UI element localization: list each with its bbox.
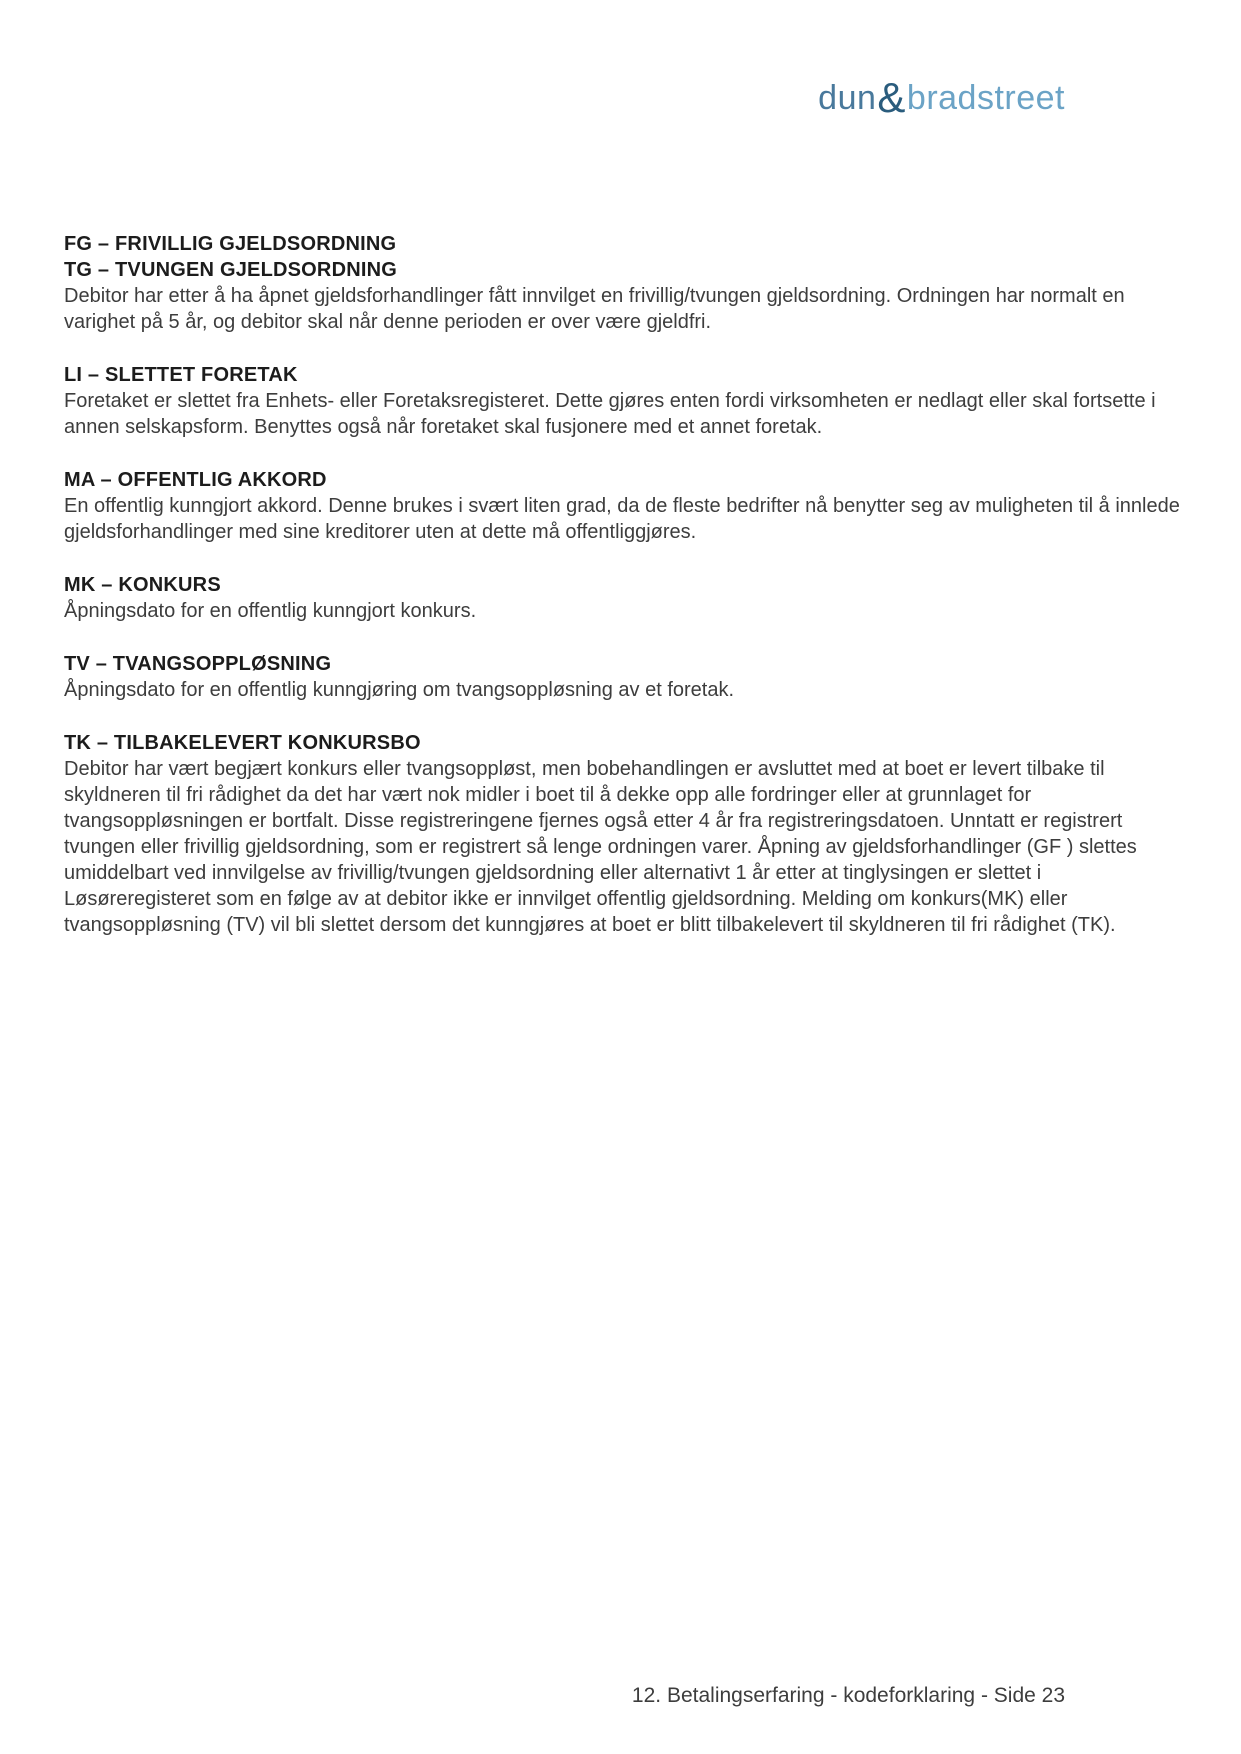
section-tv-tvangsopplosning — [64, 651, 1182, 703]
page-footer — [632, 1684, 1065, 1708]
dun-bradstreet-logo — [818, 74, 1065, 121]
section-heading-ma: MA – OFFENTLIG AKKORD — [64, 469, 327, 491]
logo-text-dun: dun — [818, 79, 877, 117]
section-heading-tk: TK – TILBAKELEVERT KONKURSBO — [64, 732, 421, 754]
section-heading-li: LI – SLETTET FORETAK — [64, 364, 298, 386]
logo-ampersand-icon: & — [877, 74, 906, 121]
section-paragraph: Debitor har etter å ha åpnet gjeldsforhandlinger fått innvilget en frivillig/tvungen gjeldsordning. Ordningen har normalt en varighet på 5 år, og debitor skal når denne perioden er over være gjeldfri. — [64, 285, 1125, 333]
section-paragraph: Debitor har vært begjært konkurs eller tvangsoppløst, men bobehandlingen er avsluttet med at boet er levert tilbake til skyldneren til fri rådighet da det har vært nok midler i boet til å dekke opp alle fordringer eller at grunnlaget for tvangsoppløsningen er bortfalt. Disse registreringene fjernes også etter 4 år fra registreringsdatoen. Unntatt er registrert tvungen eller frivillig gjeldsordning, som er registrert så lenge ordningen varer. Åpning av gjeldsforhandlinger (GF ) slettes umiddelbart ved innvilgelse av frivillig/tvungen gjeldsordning eller alternativt 1 år etter at tinglysingen er slettet i Løsøreregisteret som en følge av at debitor ikke er innvilget offentlig gjeldsordning. Melding om konkurs(MK) eller tvangsoppløsning (TV) vil bli slettet dersom det kunngjøres at boet er blitt tilbakelevert til skyldneren til fri rådighet (TK). — [64, 758, 1137, 936]
section-heading-tg: TG – TVUNGEN GJELDSORDNING — [64, 259, 398, 281]
section-heading-tv: TV – TVANGSOPPLØSNING — [64, 653, 332, 675]
section-fg-tg-gjeldsordning — [64, 231, 1182, 335]
section-paragraph: En offentlig kunngjort akkord. Denne brukes i svært liten grad, da de fleste bedrifter nå benytter seg av muligheten til å innlede gjeldsforhandlinger med sine kreditorer uten at dette må offentliggjøres. — [64, 495, 1180, 543]
section-paragraph: Foretaket er slettet fra Enhets- eller Foretaksregisteret. Dette gjøres enten fordi virksomheten er nedlagt eller skal fortsette i annen selskapsform. Benyttes også når foretaket skal fusjonere med et annet foretak. — [64, 390, 1156, 438]
document-body — [64, 231, 1182, 965]
section-tk-tilbakelevert-konkursbo — [64, 730, 1182, 938]
section-paragraph: Åpningsdato for en offentlig kunngjøring om tvangsoppløsning av et foretak. — [64, 679, 735, 701]
logo-text-bradstreet: bradstreet — [906, 79, 1065, 117]
section-mk-konkurs — [64, 572, 1182, 624]
section-ma-offentlig-akkord — [64, 467, 1182, 545]
section-heading-mk: MK – KONKURS — [64, 574, 221, 596]
section-paragraph: Åpningsdato for en offentlig kunngjort konkurs. — [64, 600, 477, 622]
footer-page-label: 12. Betalingserfaring - kodeforklaring - Side 23 — [631, 1684, 1065, 1707]
section-heading-fg: FG – FRIVILLIG GJELDSORDNING — [64, 233, 397, 255]
section-li-slettet-foretak — [64, 362, 1182, 440]
